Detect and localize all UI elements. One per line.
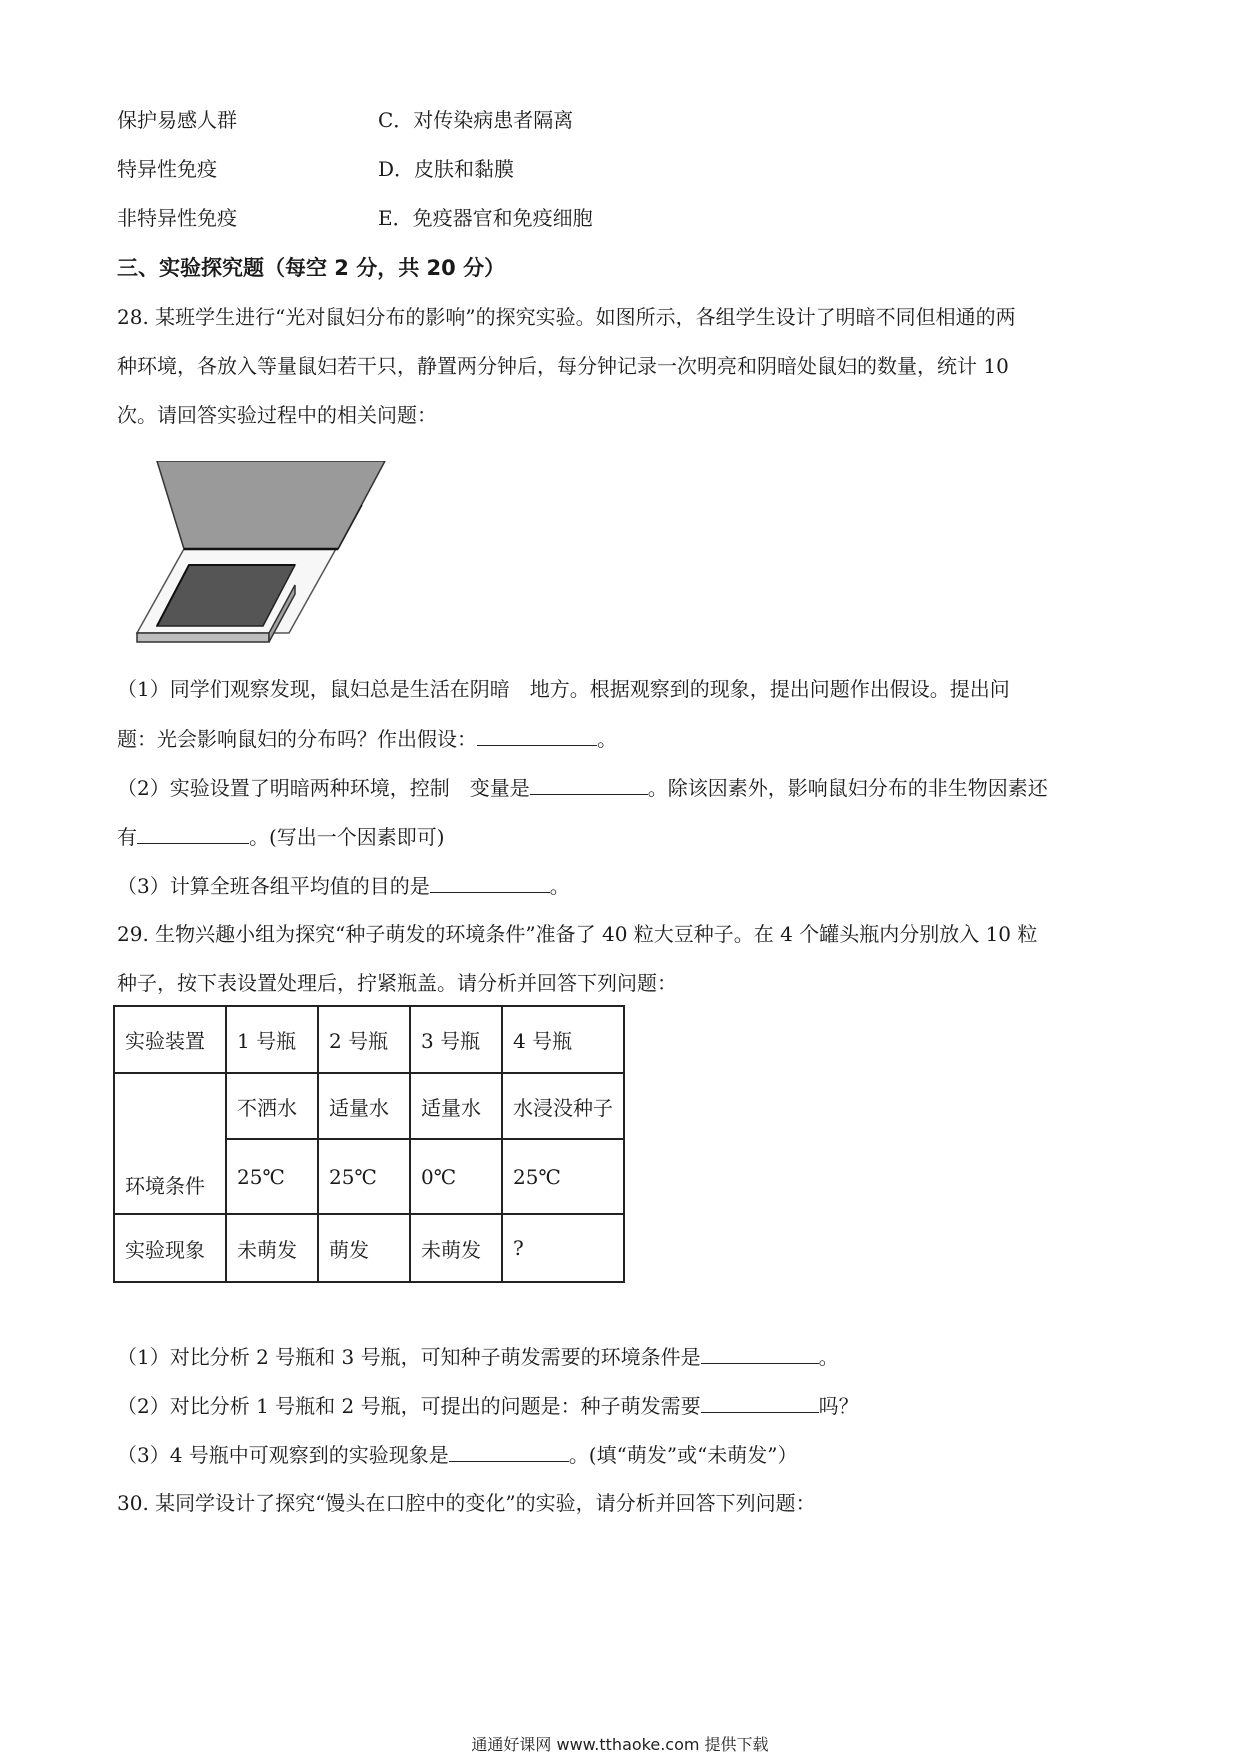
q29-intro-line2: 种子，按下表设置处理后，拧紧瓶盖。请分析并回答下列问题： (117, 971, 677, 995)
table-cell: 4 号瓶 (502, 1006, 624, 1073)
q28-part2-line2-end: 。(写出一个因素即可) (249, 825, 445, 849)
q29-part3-text: （3）4 号瓶中可观察到的实验现象是 (117, 1443, 449, 1467)
table-cell: 适量水 (318, 1073, 410, 1139)
q29-part3-end: 。(填“萌发”或“未萌发”） (568, 1443, 798, 1467)
table-cell: 未萌发 (410, 1214, 502, 1282)
table-cell: 萌发 (318, 1214, 410, 1282)
q28-part1-text: 题：光会影响鼠妇的分布吗？作出假设： (117, 727, 477, 751)
table-cell: 水浸没种子 (502, 1073, 624, 1139)
answer-blank[interactable] (137, 823, 249, 844)
table-cell: 实验现象 (114, 1214, 226, 1282)
q28-part3-line (117, 872, 570, 899)
q28-part1-line2 (117, 725, 617, 752)
option-left-2: 特异性免疫 (117, 157, 217, 181)
table-cell: 25℃ (318, 1139, 410, 1214)
q29-part3-line (117, 1441, 798, 1468)
q28-part3-text: （3）计算全班各组平均值的目的是 (117, 874, 430, 898)
page-footer: 通通好课网 www.tthaoke.com 提供下载 (471, 1735, 769, 1754)
q29-part2-line (117, 1392, 859, 1419)
option-right-d: D．皮肤和黏膜 (378, 157, 515, 181)
q28-part3-end: 。 (549, 874, 570, 898)
q29-part1-line (117, 1343, 839, 1370)
table-cell: 3 号瓶 (410, 1006, 502, 1073)
option-right-c: C．对传染病患者隔离 (378, 108, 574, 132)
q28-intro-line3: 次。请回答实验过程中的相关问题： (117, 403, 437, 427)
table-cell: 环境条件 (114, 1073, 226, 1214)
table-cell: 实验装置 (114, 1006, 226, 1073)
table-cell: 25℃ (502, 1139, 624, 1214)
table-cell: 25℃ (226, 1139, 318, 1214)
table-row (114, 1006, 624, 1073)
q28-part2-text-cont: 。除该因素外，影响鼠妇分布的非生物因素还 (647, 776, 1048, 800)
woodlouse-box-diagram (117, 461, 387, 646)
option-right-e: E．免疫器官和免疫细胞 (378, 206, 593, 230)
answer-blank[interactable] (701, 1392, 819, 1413)
q28-part2-text: （2）实验设置了明暗两种环境，控制 变量是 (117, 776, 530, 800)
answer-blank[interactable] (449, 1441, 569, 1462)
section-heading: 三、实验探究题（每空 2 分，共 20 分） (117, 256, 506, 280)
table-row (114, 1073, 624, 1139)
q29-part2-end: 吗？ (818, 1394, 859, 1418)
answer-blank[interactable] (477, 725, 597, 746)
table-cell: 1 号瓶 (226, 1006, 318, 1073)
q28-part1-line1: （1）同学们观察发现，鼠妇总是生活在阴暗 地方。根据观察到的现象，提出问题作出假设。提出问 (117, 677, 1010, 701)
option-left-3: 非特异性免疫 (117, 206, 237, 230)
q28-intro-line1: 28. 某班学生进行“光对鼠妇分布的影响”的探究实验。如图所示，各组学生设计了明暗不同但相通的两 (117, 305, 1016, 329)
q28-part2-line1 (117, 774, 1048, 801)
table-cell: 0℃ (410, 1139, 502, 1214)
table-row (114, 1214, 624, 1282)
q29-part1-end: 。 (818, 1345, 839, 1369)
table-cell: 2 号瓶 (318, 1006, 410, 1073)
q30-intro: 30. 某同学设计了探究“馒头在口腔中的变化”的实验，请分析并回答下列问题： (117, 1491, 816, 1515)
table-cell: 不洒水 (226, 1073, 318, 1139)
table-cell: ? (502, 1214, 624, 1282)
q28-part2-line2-text: 有 (117, 825, 137, 849)
q29-intro-line1: 29. 生物兴趣小组为探究“种子萌发的环境条件”准备了 40 粒大豆种子。在 4 个罐头瓶内分别放入 10 粒 (117, 922, 1038, 946)
answer-blank[interactable] (430, 872, 550, 893)
q29-part2-text: （2）对比分析 1 号瓶和 2 号瓶，可提出的问题是：种子萌发需要 (117, 1394, 701, 1418)
q28-part1-end: 。 (597, 727, 617, 751)
table-cell: 适量水 (410, 1073, 502, 1139)
table-cell: 未萌发 (226, 1214, 318, 1282)
q28-intro-line2: 种环境，各放入等量鼠妇若干只，静置两分钟后，每分钟记录一次明亮和阴暗处鼠妇的数量，统计 10 (117, 354, 1009, 378)
q29-part1-text: （1）对比分析 2 号瓶和 3 号瓶，可知种子萌发需要的环境条件是 (117, 1345, 701, 1369)
answer-blank[interactable] (701, 1343, 819, 1364)
q28-part2-line2 (117, 823, 445, 850)
answer-blank[interactable] (530, 774, 648, 795)
option-left-1: 保护易感人群 (117, 108, 237, 132)
experiment-table (113, 1005, 625, 1283)
